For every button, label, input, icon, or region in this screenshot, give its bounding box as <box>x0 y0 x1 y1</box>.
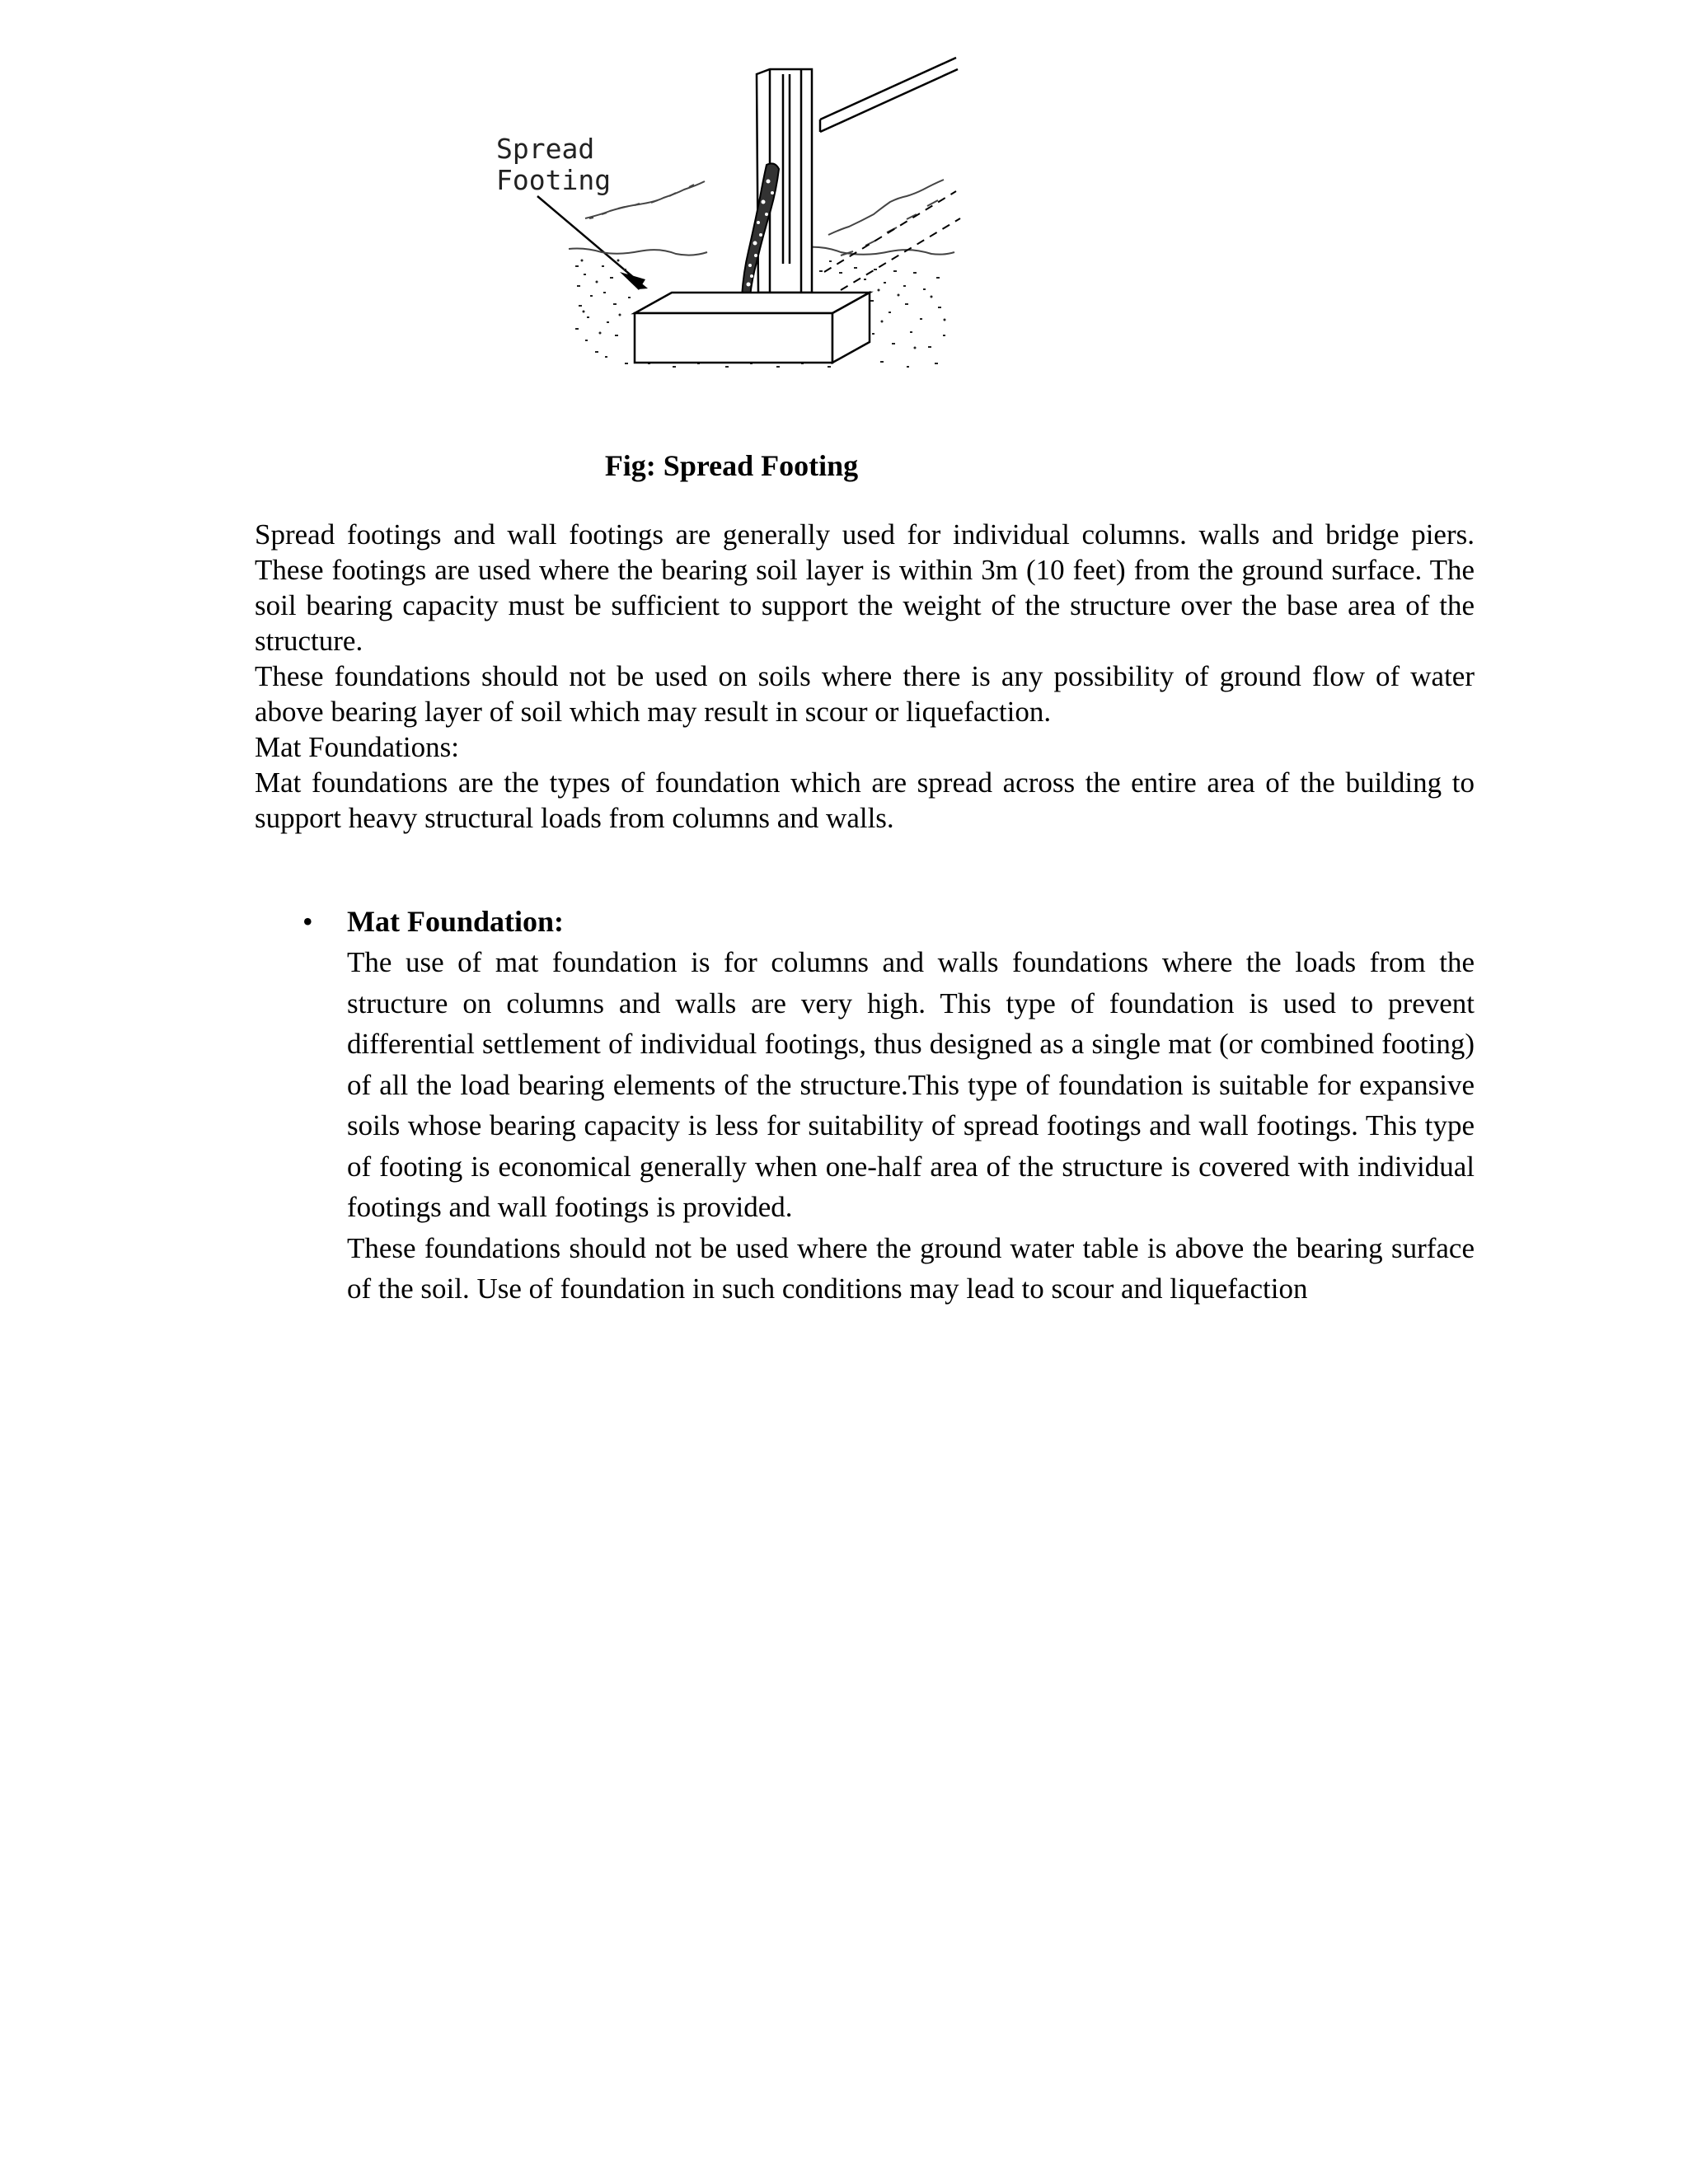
figure-caption: Fig: Spread Footing <box>604 449 859 482</box>
bullet-paragraph-warning: These foundations should not be used where the ground water table is above the bearing surface of the soil. Use of foundation in such conditions may lead to scour and liquefaction <box>347 1231 1475 1305</box>
paragraph-mat-foundations: Mat foundations are the types of foundation which are spread across the entire area of the building to support heavy structural loads from columns and walls. <box>255 766 1475 834</box>
figure-label-footing: Footing <box>496 164 612 196</box>
list-item <box>255 901 1475 1310</box>
label-arrow <box>537 196 648 290</box>
spread-footing-illustration <box>486 49 964 379</box>
figure-label-spread: Spread <box>496 133 595 165</box>
body-text <box>255 517 1475 836</box>
paragraph-spread-footings: Spread footings and wall footings are generally used for individual columns. walls and bridge piers. These footings are used where the bearing soil layer is within 3m (10 feet) from the ground surface. The soil bearing capacity must be sufficient to support the weight of the structure over the base area of the structure. <box>255 518 1475 657</box>
bullet-icon: • <box>302 905 313 938</box>
footing-block <box>635 293 870 363</box>
heading-mat-foundations: Mat Foundations: <box>255 731 459 763</box>
bullet-heading: Mat Foundation: <box>347 905 565 938</box>
bullet-list <box>255 901 1475 1310</box>
dashed-lines <box>824 191 960 290</box>
spread-footing-figure <box>486 49 964 379</box>
wall-beam <box>820 58 958 132</box>
paragraph-foundation-warning: These foundations should not be used on soils where there is any possibility of ground flow of water above bearing layer of soil which may result in scour or liquefaction. <box>255 660 1475 728</box>
bullet-paragraph-use: The use of mat foundation is for columns and walls foundations where the loads from the structure on columns and walls are very high. This type of foundation is used to prevent differential settlement of individual footings, thus designed as a single mat (or combined footing) of all the load bearing elements of the structure.This type of foundation is suitable for expansive soils whose bearing capacity is less for suitability of spread footings and wall footings. This type of footing is economical generally when one-half area of the structure is covered with individual footings and wall footings is provided. <box>347 946 1475 1223</box>
